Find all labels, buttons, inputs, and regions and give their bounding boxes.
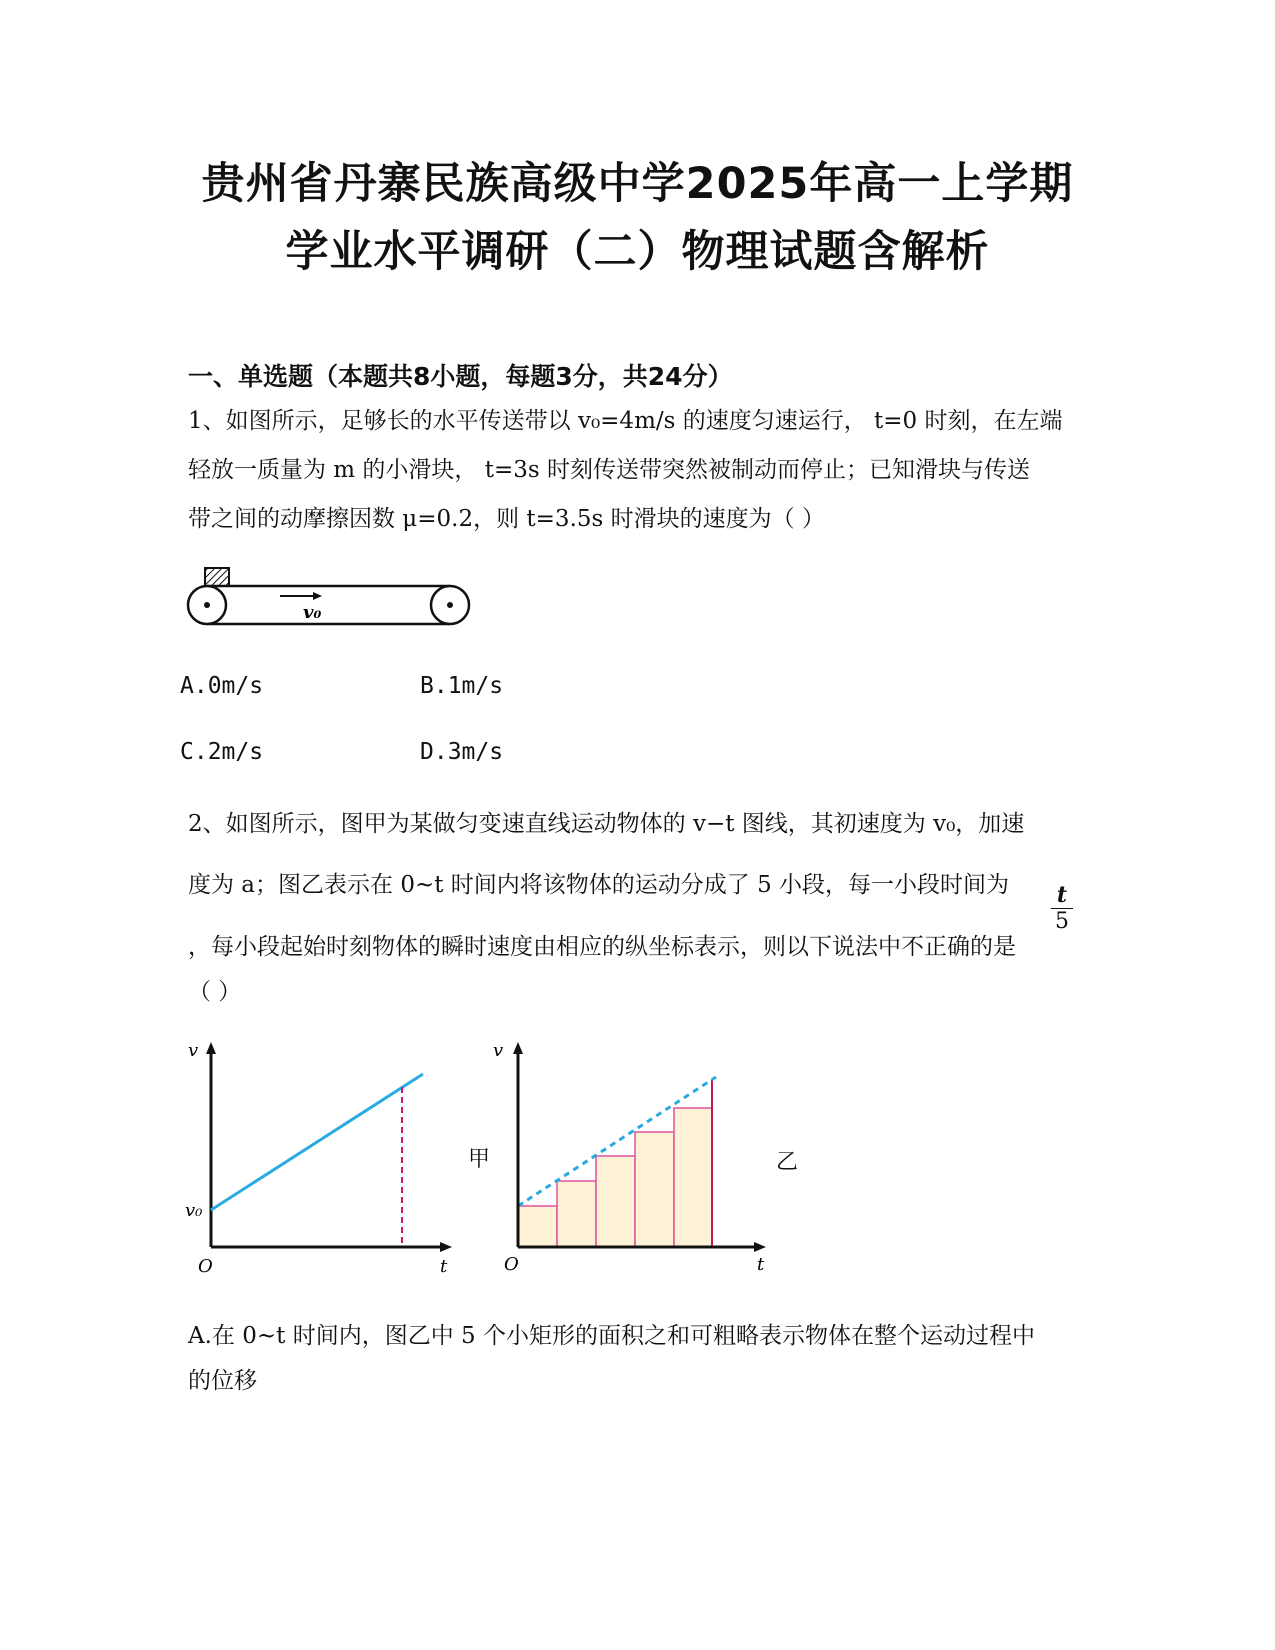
q2-option-a-line1: A.在 0~t 时间内，图乙中 5 个小矩形的面积之和可粗略表示物体在整个运动过程中 xyxy=(188,1323,1035,1349)
document-title-line2: 学业水平调研（二）物理试题含解析 xyxy=(285,227,990,277)
figure-yi-rectangles-graph xyxy=(490,1040,780,1280)
conveyor-belt-figure xyxy=(185,562,475,634)
q2-text-line2: 度为 a；图乙表示在 0~t 时间内将该物体的运动分成了 5 小段，每一小段时间为 xyxy=(188,872,1010,898)
q2-option-a-line2: 的位移 xyxy=(188,1368,257,1394)
q1-text-line1: 1、如图所示，足够长的水平传送带以 v₀=4m/s 的速度匀速运行， t=0 时刻，在左端 xyxy=(188,408,1063,434)
yi-rectangle-4 xyxy=(635,1132,674,1247)
belt-velocity-label: v₀ xyxy=(303,602,322,623)
q1-option-c: C.2m/s xyxy=(180,739,264,765)
yi-rectangle-3 xyxy=(596,1156,635,1247)
yi-rectangle-1 xyxy=(518,1206,557,1247)
fraction-t-over-5 xyxy=(1051,882,1073,935)
section-heading: 一、单选题（本题共8小题，每题3分，共24分） xyxy=(188,362,733,391)
q2-text-line3: ，每小段起始时刻物体的瞬时速度由相应的纵坐标表示，则以下说法中不正确的是 xyxy=(188,934,1016,960)
yi-axis-t-label: t xyxy=(757,1254,765,1275)
q1-text-line2: 轻放一质量为 m 的小滑块， t=3s 时刻传送带突然被制动而停止；已知滑块与传送 xyxy=(188,457,1031,483)
jia-velocity-line xyxy=(211,1074,423,1210)
q1-option-d: D.3m/s xyxy=(420,739,504,765)
figure-jia-vt-graph xyxy=(180,1040,470,1280)
q1-option-b: B.1m/s xyxy=(420,673,504,699)
jia-axis-t-label: t xyxy=(440,1256,448,1277)
jia-axis-v-label: v xyxy=(188,1040,199,1061)
yi-rectangle-2 xyxy=(557,1181,596,1247)
yi-rectangle-5 xyxy=(674,1108,712,1247)
slider-block xyxy=(205,568,229,586)
q2-text-line4: （ ） xyxy=(188,979,242,1005)
document-title-line1: 贵州省丹寨民族高级中学2025年高一上学期 xyxy=(201,159,1074,209)
q2-text-line1: 2、如图所示，图甲为某做匀变速直线运动物体的 v−t 图线，其初速度为 v₀，加速 xyxy=(188,811,1025,837)
figure-label-yi: 乙 xyxy=(776,1150,799,1175)
jia-origin-label: O xyxy=(198,1256,213,1277)
q1-text-line3: 带之间的动摩擦因数 μ=0.2，则 t=3.5s 时滑块的速度为（ ） xyxy=(188,506,825,532)
yi-origin-label: O xyxy=(504,1254,519,1275)
jia-v0-label: v₀ xyxy=(185,1200,203,1221)
q1-option-a: A.0m/s xyxy=(180,673,264,699)
figure-label-jia: 甲 xyxy=(468,1147,491,1172)
fraction-numerator: t xyxy=(1051,882,1073,909)
yi-axis-v-label: v xyxy=(493,1040,504,1061)
fraction-denominator: 5 xyxy=(1055,909,1069,934)
